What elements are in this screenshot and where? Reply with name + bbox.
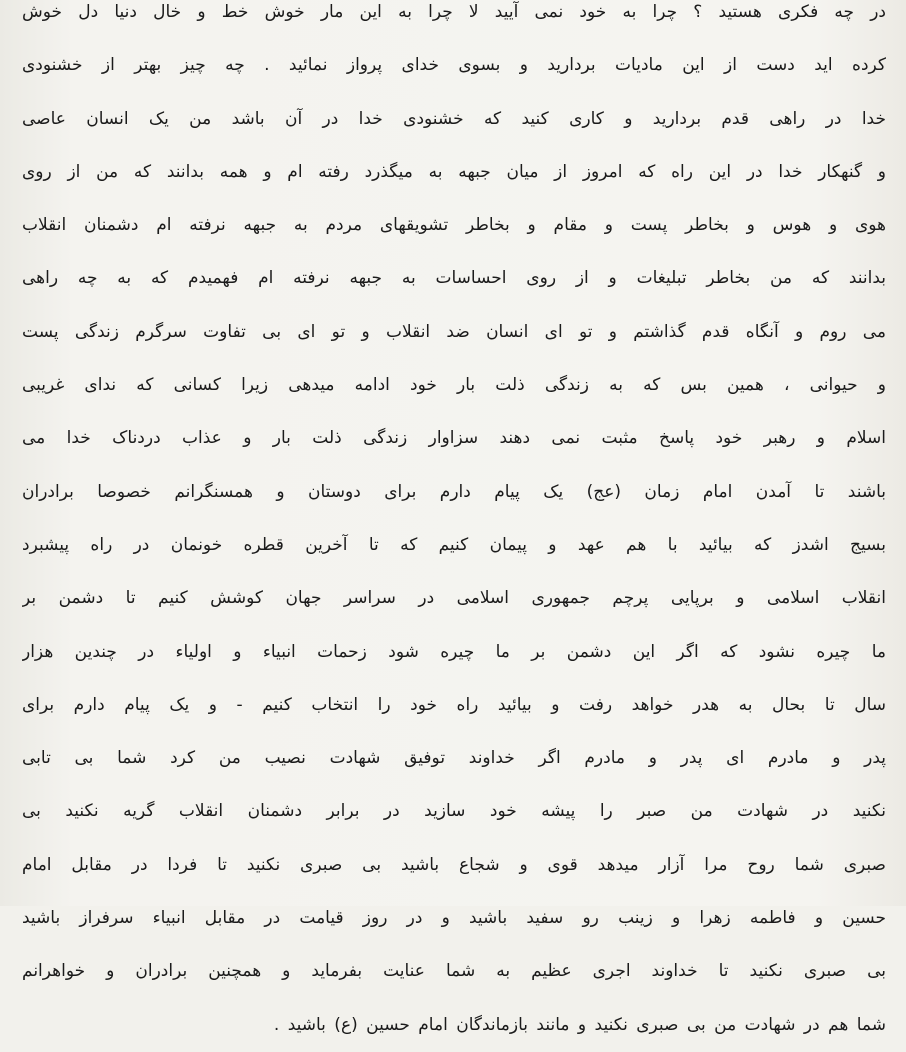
letter-line: بدانند که من بخاطر تبلیغات و از روی احساسات به جبهه نرفته ام فهمیدم که به چه راهی — [22, 268, 886, 289]
letter-line: ما چیره نشود که اگر این دشمن بر ما چیره شود زحمات انبیاء و اولیاء در چندین هزار — [22, 641, 886, 662]
letter-line: بی صبری نکنید تا خداوند اجری عظیم به شما عنایت بفرماید و همچنین برادران و خواهرانم — [22, 961, 886, 982]
letter-line: حسین و فاطمه زهرا و زینب رو سفید باشید و در روز قیامت در مقابل انبیاء سرفراز باشید — [22, 908, 886, 929]
letter-line: باشند تا آمدن امام زمان (عج) یک پیام دارم برای دوستان و همسنگرانم خصوصا برادران — [22, 481, 886, 502]
letter-line: اسلام و رهبر خود پاسخ مثبت نمی دهند سزاوار زندگی ذلت بار و عذاب دردناک خدا می — [22, 428, 886, 449]
letter-line: هوی و هوس و بخاطر پست و مقام و بخاطر تشویقهای مردم به جبهه نرفته ام دشمنان انقلاب — [22, 215, 886, 236]
letter-line-last: شما هم در شهادت من بی صبری نکنید و مانند بازماندگان امام حسین (ع) باشید . — [273, 1014, 886, 1035]
letter-line: انقلاب اسلامی و برپایی پرچم جمهوری اسلامی در سراسر جهان کوشش کنیم تا دشمن بر — [22, 588, 886, 609]
letter-line: سال تا بحال به هدر خواهد رفت و بیائید راه خود را انتخاب کنیم - و یک پیام دارم برای — [22, 694, 886, 715]
letter-body — [22, 0, 886, 1052]
letter-line: خدا در راهی قدم بردارید و کاری کنید که خشنودی خدا در آن باشد من یک انسان عاصی — [22, 108, 886, 129]
letter-line: کرده اید دست از این مادیات بردارید و بسوی خدای پرواز نمائید . چه چیز بهتر از خشنودی — [22, 55, 886, 76]
letter-line: می روم و آنگاه قدم گذاشتم و تو ای انسان ضد انقلاب و تو ای بی تفاوت سرگرم زندگی پست — [22, 321, 886, 342]
letter-line: بسیج اشدز که بیائید با هم عهد و پیمان کنیم که تا آخرین قطره خونمان در راه پیشبرد — [22, 534, 886, 555]
letter-line: در چه فکری هستید ؟ چرا به خود نمی آیید لا چرا به این مار خوش خط و خال دنیا دل خوش — [22, 2, 886, 22]
letter-line: نکنید در شهادت من صبر را پیشه خود سازید در برابر دشمنان انقلاب گریه نکنید بی — [22, 801, 886, 822]
letter-line: پدر و مادرم ای پدر و مادرم اگر خداوند توفیق شهادت نصیب من کرد شما بی تابی — [22, 748, 886, 769]
letter-line: و حیوانی ، همین بس که به زندگی ذلت بار خود ادامه میدهی زیرا کسانی که ندای غریبی — [22, 375, 886, 396]
letter-line: صبری شما روح مرا آزار میدهد قوی و شجاع باشید بی صبری نکنید تا فردا در مقابل امام — [22, 854, 886, 875]
letter-line: و گنهکار خدا در این راه که امروز از میان جبهه به میگذرد رفته ام و همه بدانند که من از روی — [22, 161, 886, 182]
